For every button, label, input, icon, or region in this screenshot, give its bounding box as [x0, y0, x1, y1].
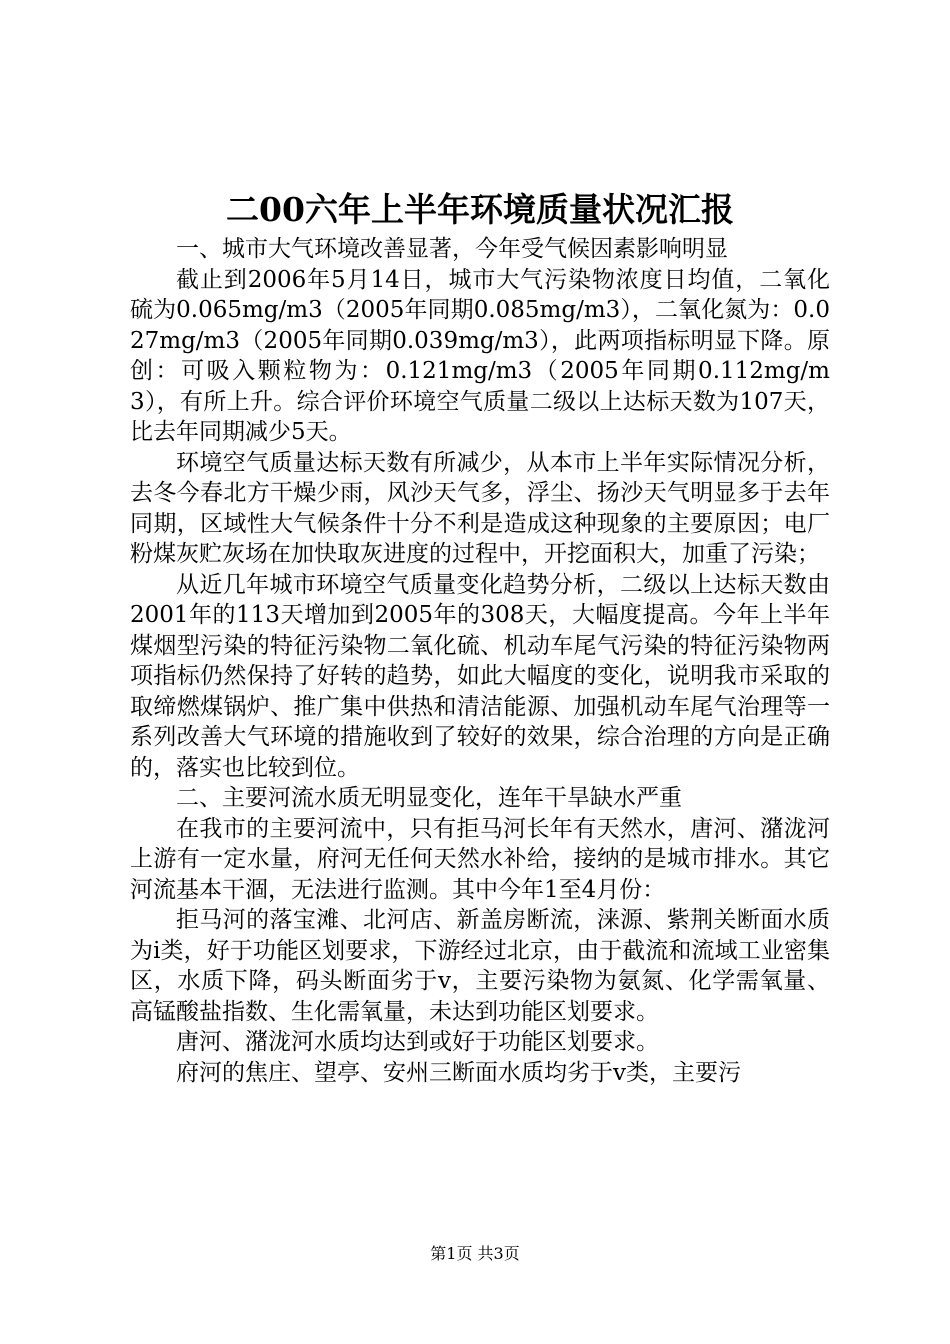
paragraph-air-trend: 从近几年城市环境空气质量变化趋势分析，二级以上达标天数由2001年的113天增加到2005年的308天，大幅度提高。今年上半年煤烟型污染的特征污染物二氧化硫、机动车尾气污染的特征污染物两项指标仍然保持了好转的趋势，如此大幅度的变化，说明我市采取的取缔燃煤锅炉、推广集中供热和清洁能源、加强机动车尾气治理等一系列改善大气环境的措施收到了较好的效果，综合治理的方向是正确的，落实也比较到位。	[130, 571, 830, 781]
paragraph-main-rivers: 在我市的主要河流中，只有拒马河长年有天然水，唐河、潴泷河上游有一定水量，府河无任何天然水补给，接纳的是城市排水。其它河流基本干涸，无法进行监测。其中今年1至4月份：	[130, 815, 830, 903]
paragraph-juma-river: 拒马河的落宝滩、北河店、新盖房断流，涞源、紫荆关断面水质为ⅰ类，好于功能区划要求，下游经过北京，由于截流和流域工业密集区，水质下降，码头断面劣于ⅴ，主要污染物为氨氮、化学需氧量、高锰酸盐指数、生化需氧量，未达到功能区划要求。	[130, 907, 830, 1025]
page-number-footer: 第1页 共3页	[430, 1244, 520, 1263]
document-body	[130, 186, 830, 1088]
paragraph-air-quality-days: 环境空气质量达标天数有所减少，从本市上半年实际情况分析，去冬今春北方干燥少雨，风沙天气多，浮尘、扬沙天气明显多于去年同期，区域性大气候条件十分不利是造成这种现象的主要原因；电厂粉煤灰贮灰场在加快取灰进度的过程中，开挖面积大，加重了污染；	[130, 449, 830, 567]
paragraph-air-pollutants: 截止到2006年5月14日，城市大气污染物浓度日均值，二氧化硫为0.065mg/m3（2005年同期0.085mg/m3），二氧化氮为：0.027mg/m3（2005年同期0.039mg/m3），此两项指标明显下降。原创：可吸入颗粒物为：0.121mg/m3（2005年同期0.112mg/m3），有所上升。综合评价环境空气质量二级以上达标天数为107天，比去年同期减少5天。	[130, 266, 830, 445]
section-heading-rivers: 二、主要河流水质无明显变化，连年干旱缺水严重	[176, 785, 682, 811]
section-heading-air: 一、城市大气环境改善显著，今年受气候因素影响明显	[176, 236, 728, 262]
paragraph-tang-river: 唐河、潴泷河水质均达到或好于功能区划要求。	[176, 1029, 659, 1055]
paragraph-fu-river: 府河的焦庄、望亭、安州三断面水质均劣于ⅴ类，主要污	[176, 1059, 741, 1086]
document-title: 二00六年上半年环境质量状况汇报	[226, 190, 734, 229]
